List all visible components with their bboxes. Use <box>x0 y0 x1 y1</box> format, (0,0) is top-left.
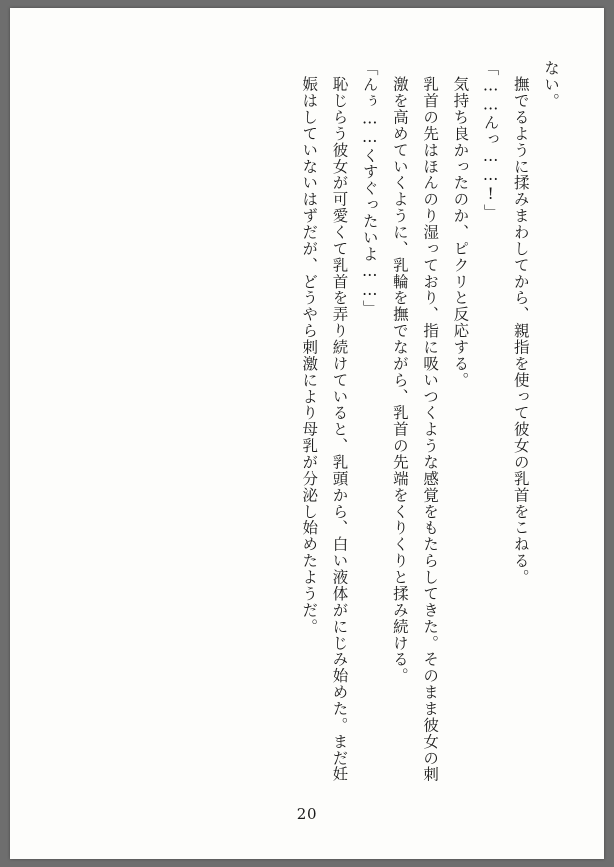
page-text-area <box>48 60 566 783</box>
paragraph-2: 撫でるように揉みまわしてから、親指を使って彼女の乳首をこねる。 <box>511 76 530 586</box>
paragraph-3: 「……んっ……!」 <box>481 60 500 221</box>
paragraph-1: ない。 <box>542 60 560 110</box>
book-page <box>10 8 604 859</box>
paragraph-7: 恥じらう彼女が可愛くて乳首を弄り続けていると、乳頭から、白い液体がにじみ始めた。まだ妊娠はしていないはずだが、どうやら刺激により母乳が分泌し始めたようだ。 <box>300 76 349 783</box>
paragraph-6: 「んぅ……くすぐったいよ……」 <box>360 60 379 317</box>
page-number: 20 <box>296 805 318 823</box>
paragraph-5: 乳首の先はほんのり湿っており、指に吸いつくような感覚をもたらしてきた。そのまま彼女の刺激を高めていくように、乳輪を撫でながら、乳首の先端をくりくりと揉み続ける。 <box>390 76 440 783</box>
paragraph-4: 気持ち良かったのか、ピクリと反応する。 <box>451 76 470 389</box>
